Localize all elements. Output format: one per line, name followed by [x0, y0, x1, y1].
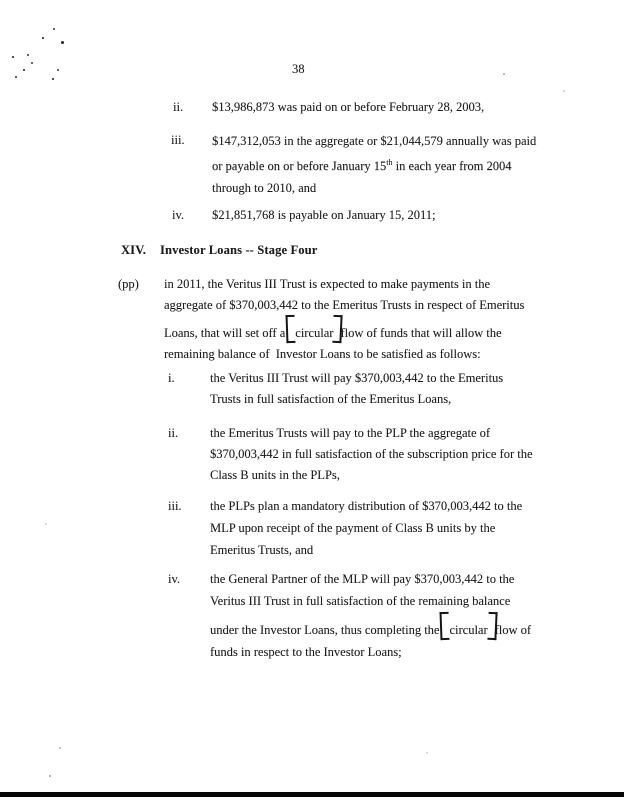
scan-speck: [563, 90, 565, 92]
text-segment: flow of: [494, 623, 532, 637]
text-line: aggregate of $370,003,442 to the Emeritus Trusts in respect of Emeritus: [164, 297, 525, 312]
sublist-marker-iv: iv.: [168, 572, 181, 586]
list-marker-iii: iii.: [171, 133, 185, 147]
scan-speck: [52, 78, 54, 80]
list-marker-iv: iv.: [172, 208, 185, 222]
text-line: in 2011, the Veritus III Trust is expected to make payments in the: [164, 277, 490, 291]
text-line: funds in respect to the Investor Loans;: [210, 644, 402, 659]
text-line: remaining balance of Investor Loans to be satisfied as follows:: [164, 347, 481, 362]
sublist-marker-ii: ii.: [168, 426, 179, 440]
scan-speck: [59, 747, 61, 749]
sublist-marker-i: i.: [168, 371, 175, 385]
list-item-iii: [212, 130, 536, 199]
section-number: XIV.: [121, 243, 147, 257]
handwritten-bracket-left: [286, 315, 296, 343]
text-line: $21,851,768 is payable on January 15, 2011;: [212, 208, 436, 222]
paragraph-label: (pp): [118, 277, 139, 291]
text-line: through to 2010, and: [212, 181, 317, 196]
text-line: [212, 152, 536, 177]
text-segment: Loans, that will set off a: [164, 326, 286, 341]
scan-speck: [61, 41, 64, 44]
scan-speck: [426, 752, 428, 754]
paragraph-pp: [164, 274, 524, 365]
text-line: the Veritus III Trust will pay $370,003,442 to the Emeritus: [210, 371, 504, 385]
text-line: Class B units in the PLPs,: [210, 468, 340, 482]
list-item-ii: [212, 97, 484, 118]
scan-speck: [45, 523, 47, 525]
text-line: $13,986,873 was paid on or before February 28, 2003,: [212, 100, 485, 114]
text-line: the General Partner of the MLP will pay $370,003,442 to the: [210, 572, 515, 586]
scan-speck: [23, 69, 25, 71]
sublist-item-ii: [210, 423, 533, 486]
text-line: $370,003,442 in full satisfaction of the subscription price for the: [210, 447, 533, 461]
section-title: [160, 240, 317, 261]
handwritten-bracket-right: [487, 612, 497, 640]
handwritten-bracket-left: [440, 612, 450, 640]
text-segment: flow of funds that will allow the: [340, 326, 502, 341]
sublist-item-iii: [210, 495, 522, 561]
handwritten-bracket-right: [333, 315, 343, 343]
text-line: $147,312,053 in the aggregate or $21,044,579 annually was paid: [212, 134, 537, 148]
text-line: the PLPs plan a mandatory distribution of $370,003,442 to the: [210, 499, 523, 513]
text-line: MLP upon receipt of the payment of Class B units by the: [210, 521, 496, 535]
page-number: 38: [292, 62, 305, 76]
sublist-marker-iii: iii.: [168, 499, 182, 513]
scan-edge-artifact: [0, 792, 624, 797]
text-segment: under the Investor Loans, thus completing the: [210, 623, 440, 637]
text-segment: or payable on or before January 15: [212, 159, 387, 174]
text-line: Investor Loans -- Stage Four: [160, 243, 318, 257]
text-line: Emeritus Trusts, and: [210, 543, 314, 557]
sublist-item-iv: [210, 569, 531, 663]
sublist-item-i: [210, 368, 503, 410]
scan-speck: [12, 56, 14, 58]
list-item-iv: [212, 205, 435, 226]
text-line-with-annotation: [210, 612, 531, 642]
scan-speck: [31, 62, 33, 64]
annotated-word: circular: [449, 623, 488, 637]
list-marker-ii: ii.: [173, 100, 184, 114]
text-line: the Emeritus Trusts will pay to the PLP the aggregate of: [210, 426, 491, 440]
text-line: Veritus III Trust in full satisfaction of the remaining balance: [210, 593, 511, 608]
text-segment: in each year from 2004: [392, 159, 512, 174]
text-line-with-annotation: [164, 315, 524, 344]
scan-speck: [503, 73, 505, 75]
scan-speck: [27, 54, 29, 56]
scan-speck: [49, 775, 51, 777]
scan-speck: [15, 76, 17, 78]
scan-speck: [53, 28, 55, 30]
superscript-th: th: [386, 158, 393, 167]
scan-speck: [42, 37, 44, 39]
annotated-word: circular: [295, 326, 334, 341]
text-line: Trusts in full satisfaction of the Emeritus Loans,: [210, 392, 452, 406]
scan-speck: [57, 69, 59, 71]
